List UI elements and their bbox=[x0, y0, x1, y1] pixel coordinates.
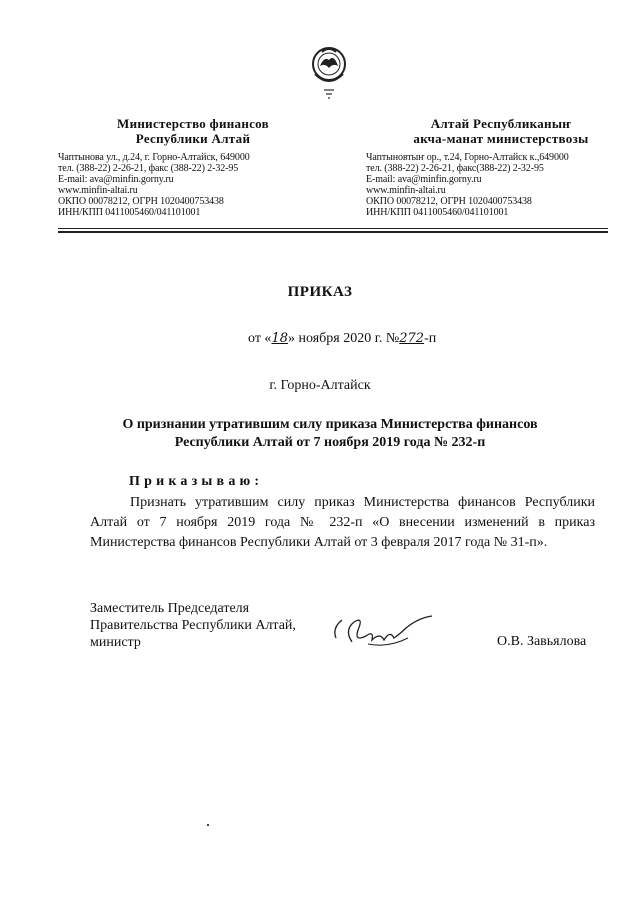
email: E-mail: ava@minfin.gorny.ru bbox=[366, 174, 482, 185]
date-middle: » ноября 2020 г. № bbox=[287, 331, 400, 346]
okpo-ogrn: ОКПО 00078212, ОГРН 1020400753438 bbox=[58, 196, 224, 207]
header-divider-thin bbox=[58, 228, 608, 229]
handwritten-signature bbox=[328, 608, 438, 658]
org-name-line1: Алтай Республиканыҥ bbox=[430, 116, 572, 131]
org-name-line2: акча-манат министерствозы bbox=[413, 131, 589, 146]
phone: тел. (388-22) 2-26-21, факс(388-22) 2-32-95 bbox=[366, 163, 544, 174]
address: Чаптынова ул., д.24, г. Горно-Алтайск, 649000 bbox=[58, 152, 250, 163]
subject-line1: О признании утратившим силу приказа Министерства финансов bbox=[122, 417, 538, 432]
phone: тел. (388-22) 2-26-21, факс (388-22) 2-32-95 bbox=[58, 163, 239, 174]
position-line2: Правительства Республики Алтай, bbox=[90, 618, 296, 633]
body-paragraph: Признать утратившим силу приказ Министерства финансов Республики Алтай от 7 ноября 2019 года № 232-п «О внесении изменений в приказ Министерства финансов Республики Алтай от 3 февраля 2017 года № 31-п». bbox=[90, 495, 595, 550]
org-name-russian bbox=[58, 116, 328, 146]
position-line1: Заместитель Председателя bbox=[90, 601, 250, 616]
order-word: Приказываю: bbox=[129, 474, 264, 489]
subject-heading bbox=[90, 416, 570, 452]
signatory-position bbox=[90, 600, 296, 651]
city: г. Горно-Алтайск bbox=[269, 378, 371, 393]
scan-speck bbox=[207, 824, 209, 826]
org-name-line1: Министерство финансов bbox=[117, 116, 269, 131]
signatory-name: О.В. Завьялова bbox=[497, 634, 587, 649]
coat-of-arms-emblem bbox=[306, 44, 352, 102]
inn-kpp: ИНН/КПП 0411005460/041101001 bbox=[366, 207, 509, 218]
inn-kpp: ИНН/КПП 0411005460/041101001 bbox=[58, 207, 201, 218]
number-suffix: -п bbox=[424, 331, 437, 346]
org-name-altai bbox=[366, 116, 636, 146]
address: Чаптыновтыҥ ор., т.24, Горно-Алтайск к.,649000 bbox=[366, 152, 569, 163]
org-name-line2: Республики Алтай bbox=[135, 131, 251, 146]
website: www.minfin-altai.ru bbox=[58, 185, 138, 196]
date-number-line bbox=[248, 331, 436, 347]
handwritten-day: 18 bbox=[271, 331, 288, 346]
document-title: ПРИКАЗ bbox=[287, 284, 353, 300]
header-divider-thick bbox=[58, 231, 608, 233]
okpo-ogrn: ОКПО 00078212, ОГРН 1020400753438 bbox=[366, 196, 532, 207]
website: www.minfin-altai.ru bbox=[366, 185, 446, 196]
email: E-mail: ava@minfin.gorny.ru bbox=[58, 174, 174, 185]
position-line3: министр bbox=[90, 635, 141, 650]
date-prefix: от « bbox=[248, 331, 272, 346]
letterhead-left bbox=[58, 116, 328, 218]
subject-line2: Республики Алтай от 7 ноября 2019 года № 232-п bbox=[174, 435, 486, 450]
letterhead-right bbox=[366, 116, 636, 218]
handwritten-number: 272 bbox=[399, 331, 425, 346]
